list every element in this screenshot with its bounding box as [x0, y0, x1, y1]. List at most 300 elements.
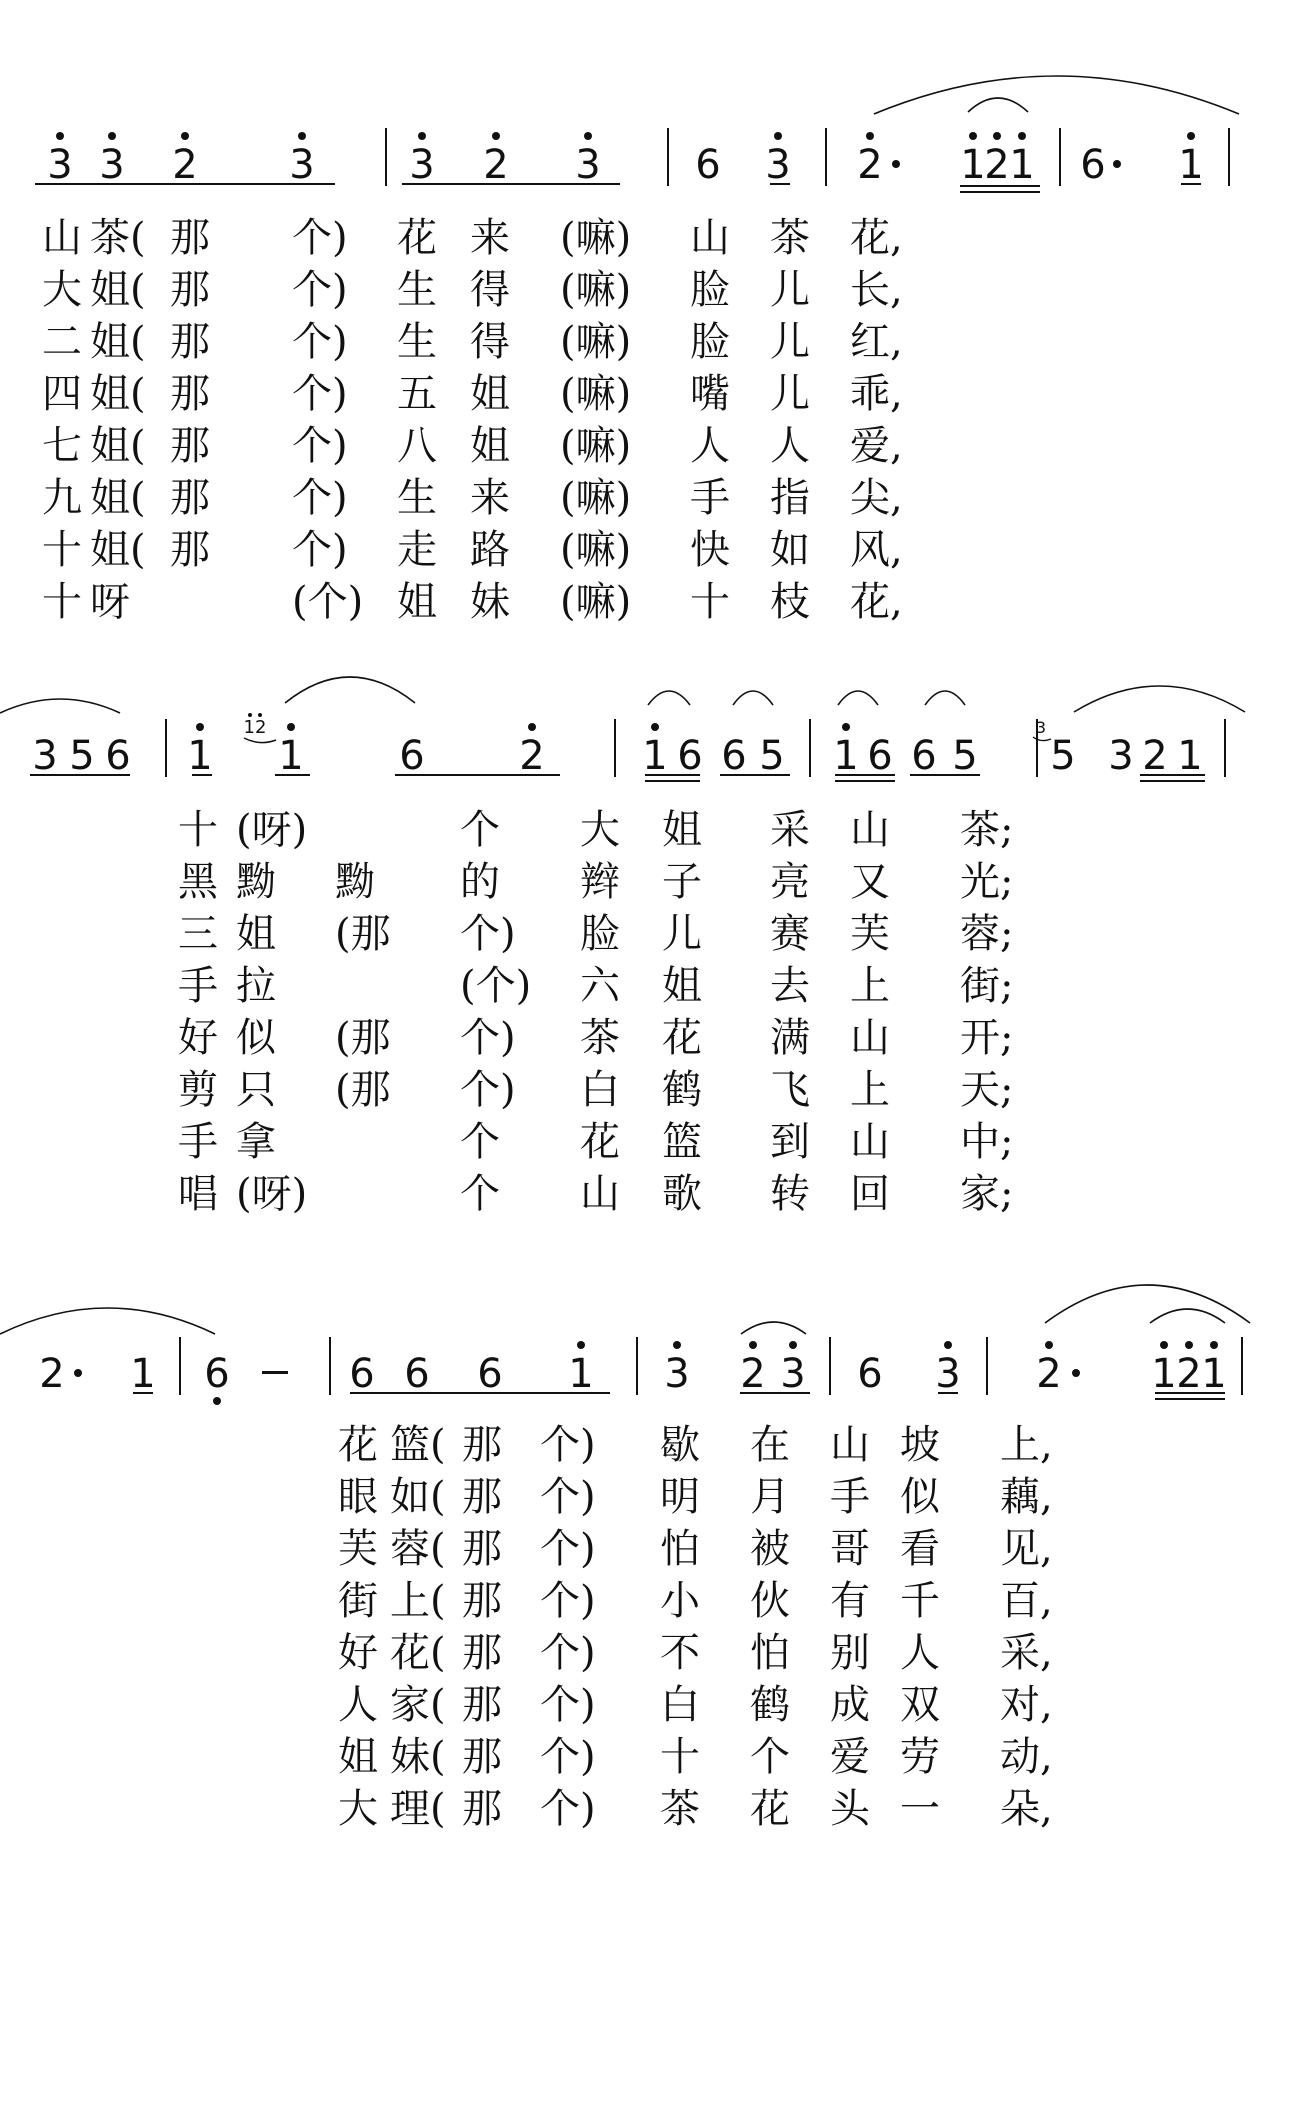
lyric-syllable: 姐(: [90, 527, 146, 573]
note-digit: 1: [1009, 142, 1035, 188]
lyric-syllable: 来: [470, 215, 510, 261]
octave-dot-high: [577, 1341, 585, 1349]
octave-dot-high: [1160, 1341, 1168, 1349]
note-digit: 3: [664, 1351, 690, 1397]
lyric-syllable: 拿: [236, 1119, 276, 1165]
note-digit: 6: [349, 1351, 375, 1397]
lyric-syllable: (呀): [236, 807, 308, 853]
lyric-syllable: 那: [170, 527, 210, 573]
lyric-syllable: 爱,: [850, 423, 903, 469]
lyric-syllable: 好: [338, 1630, 378, 1676]
lyric-syllable: 七: [42, 423, 82, 469]
note-digit: 6: [105, 733, 131, 779]
lyric-syllable: 个): [292, 267, 348, 313]
augmentation-dot: [1072, 1369, 1080, 1377]
lyric-syllable: 爱: [830, 1734, 870, 1780]
lyric-syllable: 到: [770, 1119, 810, 1165]
lyric-syllable: 六: [580, 963, 620, 1009]
slur: [1045, 1285, 1250, 1323]
slur: [733, 691, 773, 705]
octave-dot-high: [673, 1341, 681, 1349]
lyric-syllable: 芙: [338, 1526, 378, 1572]
lyric-syllable: 生: [397, 319, 437, 365]
lyric-syllable: 来: [470, 475, 510, 521]
lyric-syllable: 歇: [660, 1422, 700, 1468]
lyric-syllable: 那: [462, 1786, 502, 1832]
lyric-syllable: 十: [42, 527, 82, 573]
slur: [285, 677, 415, 703]
lyric-syllable: 那: [170, 371, 210, 417]
lyric-syllable: 姐: [397, 579, 437, 625]
lyric-syllable: 有: [830, 1578, 870, 1624]
note-digit: 6: [721, 733, 747, 779]
octave-dot-high: [651, 723, 659, 731]
lyric-syllable: 妹: [470, 579, 510, 625]
lyric-syllable: 三: [178, 911, 218, 957]
note-digit: 2: [740, 1351, 766, 1397]
note-digit: 2: [519, 733, 545, 779]
note-digit: 2: [1142, 733, 1168, 779]
lyric-syllable: 花,: [850, 215, 903, 261]
lyric-syllable: (呀): [236, 1171, 308, 1217]
lyric-syllable: 劳: [900, 1734, 940, 1780]
octave-dot-high: [866, 132, 874, 140]
lyric-syllable: 家(: [390, 1682, 446, 1728]
lyric-syllable: 人: [770, 423, 810, 469]
lyric-syllable: 黑: [178, 859, 218, 905]
note-digit: 3: [99, 142, 125, 188]
lyric-syllable: 鹤: [662, 1067, 702, 1113]
lyric-syllable: (那: [335, 1067, 391, 1113]
lyric-syllable: 拉: [236, 963, 276, 1009]
slur: [648, 691, 690, 705]
lyric-syllable: 采: [770, 807, 810, 853]
lyric-syllable: 姐: [662, 807, 702, 853]
lyric-syllable: 山: [850, 1015, 890, 1061]
lyric-syllable: 生: [397, 475, 437, 521]
lyric-syllable: 光;: [960, 859, 1014, 905]
lyric-syllable: 不: [660, 1630, 700, 1676]
octave-dot-high: [196, 723, 204, 731]
lyric-syllable: 大: [338, 1786, 378, 1832]
note-digit: 2: [857, 142, 883, 188]
octave-dot-high: [584, 132, 592, 140]
lyric-syllable: 个): [292, 527, 348, 573]
lyric-syllable: 姐: [470, 371, 510, 417]
lyric-syllable: 人: [900, 1630, 940, 1676]
octave-dot-high: [749, 1341, 757, 1349]
lyric-syllable: 朵,: [1000, 1786, 1053, 1832]
octave-dot-high: [789, 1341, 797, 1349]
lyric-syllable: 黝: [236, 859, 276, 905]
octave-dot-high: [418, 132, 426, 140]
lyric-syllable: (嘛): [560, 527, 632, 573]
note-digit: 3: [409, 142, 435, 188]
lyric-syllable: 动,: [1000, 1734, 1053, 1780]
lyric-syllable: 那: [462, 1630, 502, 1676]
lyric-syllable: (嘛): [560, 267, 632, 313]
lyric-syllable: 儿: [770, 319, 810, 365]
lyric-syllable: 采,: [1000, 1630, 1053, 1676]
lyric-syllable: 乖,: [850, 371, 903, 417]
lyric-syllable: 篮: [662, 1119, 702, 1165]
lyric-syllable: 个): [292, 423, 348, 469]
octave-dot-high: [1045, 1341, 1053, 1349]
lyric-syllable: 山: [850, 807, 890, 853]
lyric-syllable: 花: [580, 1119, 620, 1165]
note-digit: 1: [130, 1351, 156, 1397]
lyric-syllable: 花(: [390, 1630, 446, 1676]
slur: [874, 76, 1239, 114]
lyric-syllable: 姐(: [90, 267, 146, 313]
lyric-syllable: 手: [830, 1474, 870, 1520]
octave-dot-high: [969, 132, 977, 140]
note-digit: 3: [575, 142, 601, 188]
lyric-syllable: 姐(: [90, 423, 146, 469]
lyric-syllable: 鹤: [750, 1682, 790, 1728]
lyric-syllable: 上(: [390, 1578, 446, 1624]
lyric-syllable: 儿: [770, 371, 810, 417]
lyric-syllable: 儿: [770, 267, 810, 313]
lyric-syllable: 个: [460, 807, 500, 853]
slur: [838, 691, 878, 705]
lyric-syllable: 风,: [850, 527, 903, 573]
lyric-syllable: 那: [170, 475, 210, 521]
octave-dot-high: [492, 132, 500, 140]
lyric-syllable: 姐(: [90, 319, 146, 365]
slur: [1074, 686, 1245, 712]
lyric-syllable: 快: [690, 527, 730, 573]
octave-dot-high: [258, 713, 262, 717]
lyric-syllable: 茶;: [960, 807, 1014, 853]
note-digit: 5: [759, 733, 785, 779]
note-digit: 3: [1108, 733, 1134, 779]
note-digit: 2: [1176, 1351, 1202, 1397]
note-digit: 3: [765, 142, 791, 188]
lyric-syllable: 街;: [960, 963, 1014, 1009]
lyric-syllable: 个): [540, 1630, 596, 1676]
slur: [0, 1308, 215, 1334]
lyric-syllable: 生: [397, 267, 437, 313]
note-digit: 5: [69, 733, 95, 779]
note-digit: 2: [172, 142, 198, 188]
lyric-syllable: 见,: [1000, 1526, 1053, 1572]
lyric-syllable: 个): [460, 911, 516, 957]
lyric-syllable: 山: [850, 1119, 890, 1165]
lyric-syllable: 百,: [1000, 1578, 1053, 1624]
lyric-syllable: 手: [178, 1119, 218, 1165]
lyric-syllable: 尖,: [850, 475, 903, 521]
lyric-syllable: 妹(: [390, 1734, 446, 1780]
note-digit: 2: [39, 1351, 65, 1397]
lyric-syllable: 个): [460, 1015, 516, 1061]
lyric-syllable: 上: [850, 963, 890, 1009]
octave-dot-high: [248, 713, 252, 717]
lyric-syllable: 个): [540, 1786, 596, 1832]
grace-tie: [244, 738, 276, 743]
lyric-syllable: 十: [178, 807, 218, 853]
lyric-syllable: 上: [850, 1067, 890, 1113]
lyric-syllable: 姐: [470, 423, 510, 469]
lyric-syllable: 四: [42, 371, 82, 417]
note-digit: 6: [695, 142, 721, 188]
lyric-syllable: 花: [397, 215, 437, 261]
lyric-syllable: 个: [750, 1734, 790, 1780]
octave-dot-low: [213, 1397, 221, 1405]
lyric-syllable: 赛: [770, 911, 810, 957]
lyric-syllable: 姐(: [90, 371, 146, 417]
triplet-bracket: [1033, 737, 1051, 741]
note-digit: 6: [477, 1351, 503, 1397]
lyric-syllable: 看: [900, 1526, 940, 1572]
lyric-syllable: 开;: [960, 1015, 1014, 1061]
lyric-syllable: (嘛): [560, 475, 632, 521]
lyric-syllable: 得: [470, 319, 510, 365]
octave-dot-high: [774, 132, 782, 140]
octave-dot-high: [1018, 132, 1026, 140]
lyric-syllable: 个): [540, 1734, 596, 1780]
octave-dot-high: [1185, 1341, 1193, 1349]
lyric-syllable: 白: [580, 1067, 620, 1113]
lyric-syllable: (嘛): [560, 371, 632, 417]
lyric-syllable: 脸: [580, 911, 620, 957]
lyric-syllable: 个): [540, 1682, 596, 1728]
lyric-syllable: 个: [460, 1171, 500, 1217]
grace-notes: 12: [243, 717, 267, 738]
note-digit: 5: [952, 733, 978, 779]
lyric-syllable: 那: [462, 1578, 502, 1624]
note-digit: 6: [1080, 142, 1106, 188]
lyric-syllable: 双: [900, 1682, 940, 1728]
lyric-syllable: 茶: [770, 215, 810, 261]
note-digit: 6: [204, 1351, 230, 1397]
lyric-syllable: 理(: [390, 1786, 446, 1832]
lyric-syllable: 满: [770, 1015, 810, 1061]
notation-system-3: [0, 1285, 1250, 1405]
lyric-syllable: 那: [462, 1682, 502, 1728]
note-digit: 5: [1050, 733, 1076, 779]
note-digit: 2: [984, 142, 1010, 188]
lyric-syllable: 脸: [690, 267, 730, 313]
lyric-syllable: 九: [42, 475, 82, 521]
lyric-syllable: 被: [750, 1526, 790, 1572]
lyric-syllable: 二: [42, 319, 82, 365]
lyric-syllable: 坡: [900, 1422, 940, 1468]
lyric-syllable: 个): [540, 1578, 596, 1624]
lyric-syllable: 似: [900, 1474, 940, 1520]
lyric-syllable: 成: [830, 1682, 870, 1728]
lyric-syllable: 怕: [750, 1630, 790, 1676]
note-digit: 6: [677, 733, 703, 779]
note-digit: 6: [867, 733, 893, 779]
lyric-syllable: 怕: [660, 1526, 700, 1572]
lyric-syllable: 山: [42, 215, 82, 261]
lyric-syllable: 街: [338, 1578, 378, 1624]
lyric-syllable: 人: [338, 1682, 378, 1728]
lyric-syllable: 五: [397, 371, 437, 417]
note-digit: 2: [483, 142, 509, 188]
lyric-syllable: 歌: [662, 1171, 702, 1217]
note-digit: 6: [399, 733, 425, 779]
lyric-syllable: 伙: [750, 1578, 790, 1624]
note-digit: 3: [32, 733, 58, 779]
lyric-syllable: 个): [540, 1422, 596, 1468]
lyric-syllable: 明: [660, 1474, 700, 1520]
lyric-syllable: (个): [292, 579, 364, 625]
lyric-syllable: 上,: [1000, 1422, 1053, 1468]
lyric-syllable: 指: [770, 475, 810, 521]
lyric-syllable: 路: [470, 527, 510, 573]
lyric-syllable: 蓉(: [390, 1526, 446, 1572]
lyric-syllable: 子: [662, 859, 702, 905]
note-digit: 3: [289, 142, 315, 188]
note-digit: 1: [642, 733, 668, 779]
lyric-syllable: 脸: [690, 319, 730, 365]
lyric-syllable: 呀: [90, 579, 130, 625]
lyric-syllable: 茶(: [90, 215, 146, 261]
lyric-syllable: 红,: [850, 319, 903, 365]
lyric-syllable: 芙: [850, 911, 890, 957]
lyric-syllable: 白: [660, 1682, 700, 1728]
lyric-syllable: 那: [462, 1734, 502, 1780]
lyric-syllable: 月: [750, 1474, 790, 1520]
octave-dot-high: [298, 132, 306, 140]
lyric-syllable: 花: [750, 1786, 790, 1832]
lyric-syllable: 一: [900, 1786, 940, 1832]
lyric-syllable: 回: [850, 1171, 890, 1217]
lyric-syllable: 中;: [960, 1119, 1014, 1165]
lyric-syllable: 只: [236, 1067, 276, 1113]
note-digit: 1: [960, 142, 986, 188]
lyric-syllable: 似: [236, 1015, 276, 1061]
lyric-syllable: 花: [662, 1015, 702, 1061]
lyric-syllable: (嘛): [560, 579, 632, 625]
slur: [968, 98, 1028, 112]
lyric-syllable: 儿: [662, 911, 702, 957]
lyric-syllable: 对,: [1000, 1682, 1053, 1728]
lyric-syllable: 十: [660, 1734, 700, 1780]
note-digit: 3: [47, 142, 73, 188]
octave-dot-high: [1187, 132, 1195, 140]
lyric-syllable: 手: [690, 475, 730, 521]
slur: [925, 691, 965, 705]
lyric-syllable: 那: [462, 1474, 502, 1520]
lyric-syllable: 八: [397, 423, 437, 469]
notation-system-2: [0, 677, 1245, 781]
lyric-syllable: 山: [830, 1422, 870, 1468]
note-digit: 1: [1151, 1351, 1177, 1397]
lyric-syllable: 山: [690, 215, 730, 261]
lyric-syllable: 如: [770, 527, 810, 573]
note-digit: 1: [568, 1351, 594, 1397]
lyric-syllable: 茶: [580, 1015, 620, 1061]
lyric-syllable: 花: [338, 1422, 378, 1468]
octave-dot-high: [108, 132, 116, 140]
octave-dot-high: [56, 132, 64, 140]
lyric-syllable: 姐(: [90, 475, 146, 521]
note-digit: 1: [187, 733, 213, 779]
lyric-syllable: 得: [470, 267, 510, 313]
lyric-syllable: 个): [292, 371, 348, 417]
slur: [0, 699, 120, 713]
octave-dot-high: [944, 1341, 952, 1349]
octave-dot-high: [528, 723, 536, 731]
lyric-syllable: 又: [850, 859, 890, 905]
lyric-syllable: 长,: [850, 267, 903, 313]
lyric-syllable: 姐: [338, 1734, 378, 1780]
octave-dot-high: [993, 132, 1001, 140]
lyric-syllable: 藕,: [1000, 1474, 1053, 1520]
lyric-syllable: 人: [690, 423, 730, 469]
lyric-syllable: (嘛): [560, 215, 632, 261]
lyric-syllable: 在: [750, 1422, 790, 1468]
lyric-syllable: (那: [335, 911, 391, 957]
lyric-syllable: (嘛): [560, 319, 632, 365]
note-digit: 1: [833, 733, 859, 779]
lyric-syllable: 大: [42, 267, 82, 313]
augmentation-dot: [74, 1369, 82, 1377]
lyric-syllable: 眼: [338, 1474, 378, 1520]
lyric-syllable: 个: [460, 1119, 500, 1165]
notation-system-1: [35, 76, 1239, 192]
lyric-syllable: 嘴: [690, 371, 730, 417]
lyric-syllable: 那: [462, 1526, 502, 1572]
lyric-syllable: 转: [770, 1171, 810, 1217]
lyric-syllable: (个): [460, 963, 532, 1009]
lyric-syllable: 十: [42, 579, 82, 625]
lyric-syllable: 黝: [335, 859, 375, 905]
lyric-syllable: 姐: [662, 963, 702, 1009]
lyric-syllable: 哥: [830, 1526, 870, 1572]
lyric-syllable: 篮(: [390, 1422, 446, 1468]
lyric-syllable: 小: [660, 1578, 700, 1624]
note-digit: 3: [935, 1351, 961, 1397]
lyric-syllable: 大: [580, 807, 620, 853]
lyric-syllable: 辫: [580, 859, 620, 905]
lyric-syllable: 个): [292, 475, 348, 521]
note-digit: 1: [278, 733, 304, 779]
slur: [741, 1322, 806, 1334]
lyric-syllable: (那: [335, 1015, 391, 1061]
lyric-syllable: 个): [460, 1067, 516, 1113]
lyric-syllable: 花,: [850, 579, 903, 625]
lyric-syllable: 蓉;: [960, 911, 1014, 957]
octave-dot-high: [287, 723, 295, 731]
lyric-syllable: 枝: [770, 579, 810, 625]
lyric-syllable: (嘛): [560, 423, 632, 469]
octave-dot-high: [181, 132, 189, 140]
lyric-syllable: 那: [170, 319, 210, 365]
note-digit: 1: [1201, 1351, 1227, 1397]
slur: [1150, 1309, 1225, 1323]
augmentation-dot: [1113, 160, 1121, 168]
lyric-syllable: 唱: [178, 1171, 218, 1217]
lyric-syllable: 十: [690, 579, 730, 625]
lyric-syllable: 姐: [236, 911, 276, 957]
lyric-syllable: 如(: [390, 1474, 446, 1520]
lyric-syllable: 千: [900, 1578, 940, 1624]
lyric-syllable: 头: [830, 1786, 870, 1832]
lyric-syllable: 茶: [660, 1786, 700, 1832]
lyric-syllable: 个): [540, 1526, 596, 1572]
note-digit: 3: [780, 1351, 806, 1397]
note-digit: 6: [911, 733, 937, 779]
sustain-dash: [262, 1371, 288, 1374]
note-digit: 6: [404, 1351, 430, 1397]
lyric-syllable: 剪: [178, 1067, 218, 1113]
lyric-syllable: 那: [170, 215, 210, 261]
note-digit: 2: [1036, 1351, 1062, 1397]
